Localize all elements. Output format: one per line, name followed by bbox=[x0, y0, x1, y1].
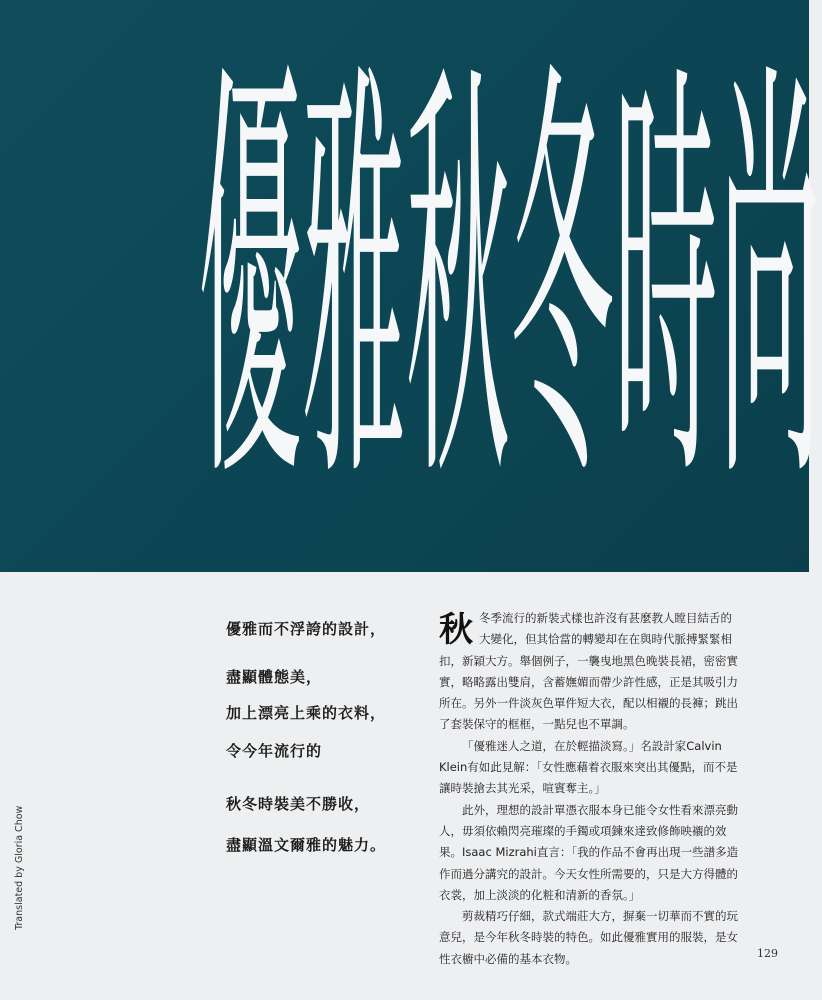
title-char: 冬 bbox=[510, 26, 615, 539]
translator-credit: Translated by Gloria Chow bbox=[14, 805, 25, 930]
pull-quote-line: 加上漂亮上乘的衣料， bbox=[226, 704, 387, 722]
page-number: 129 bbox=[757, 947, 778, 960]
pull-quote-line: 盡顯體態美， bbox=[226, 668, 323, 686]
pull-quote-line: 令今年流行的 bbox=[226, 742, 323, 760]
title-char: 秋 bbox=[406, 26, 511, 539]
pull-quote-line: 秋冬時裝美不勝收， bbox=[226, 795, 371, 813]
article-paragraph: 「優雅迷人之道，在於輕描淡寫。」名設計家Calvin Klein有如此見解：「女性應藉着衣服來突出其優點，而不是讓時裝搶去其光采，喧賓奪主。」 bbox=[439, 738, 738, 796]
title-char: 尚 bbox=[718, 26, 822, 539]
title-char: 時 bbox=[614, 26, 719, 539]
article-paragraph: 剪裁精巧仔細，款式端莊大方，摒棄一切華而不實的玩意兒，是今年秋冬時裝的特色。如此優雅實用的服裝，是女性衣櫥中必備的基本衣物。 bbox=[439, 909, 738, 966]
article-paragraph: 冬季流行的新裝式樣也許沒有甚麼教人瞠目結舌的大變化，但其恰當的轉變却在在與時代脈搏緊緊相扣，新穎大方。舉個例子，一襲曳地黑色晚裝長裙，密密實實，略略露出雙肩，含蓄嫵媚而帶少許性感，正是其吸引力所在。另外一件淡灰色單件短大衣，配以相襯的長褲；跳出了套裝保守的框框，一點兒也不單調。 bbox=[439, 611, 738, 732]
page-title bbox=[198, 0, 822, 572]
article-body bbox=[439, 608, 739, 970]
article-paragraph: 此外，理想的設計單憑衣服本身已能令女性看來漂亮動人，毋須依賴閃亮璀璨的手鐲或項鍊來達致修飾映襯的效果。Isaac Mizrahi直言：「我的作品不會再出現一些譜多造作而過分講究的設計。今天女性所需要的，只是大方得體的衣裳，加上淡淡的化粧和清新的香氛。」 bbox=[439, 802, 739, 902]
title-char: 雅 bbox=[302, 26, 407, 539]
drop-cap: 秋 bbox=[439, 610, 473, 650]
pull-quote-line: 優雅而不浮誇的設計， bbox=[226, 620, 387, 638]
title-char: 優 bbox=[198, 26, 303, 539]
pull-quote-line: 盡顯溫文爾雅的魅力。 bbox=[226, 836, 387, 854]
